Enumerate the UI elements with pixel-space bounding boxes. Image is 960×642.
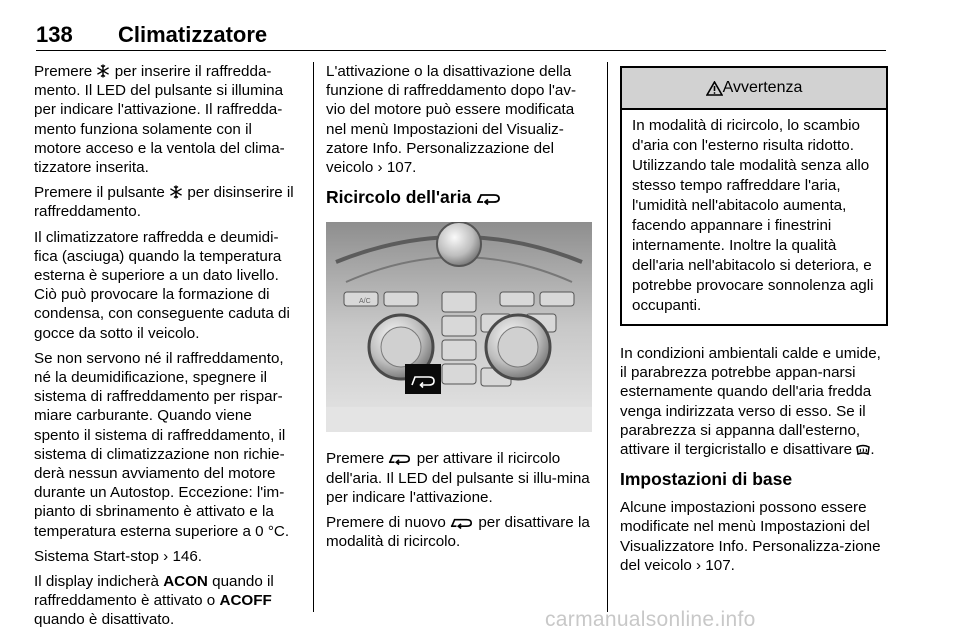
paragraph-start-stop: Sistema Start-stop › 146. xyxy=(34,547,203,565)
column-divider-1 xyxy=(313,62,314,612)
paragraph-personalization: L'attivazione o la disattivazione della funzione di raffreddamento dopo l'av-vio del motore può essere modificata nel menù Impostazioni del Visualiz-zatore Info. Personalizzazione del veicolo › 107. xyxy=(326,63,577,177)
warning-header xyxy=(622,68,886,110)
page-header xyxy=(36,22,886,52)
paragraph-recirc-on: Premere per attivare il ricircolo dell'aria. Il LED del pulsante si illu-mina per indicare l'attivazione. xyxy=(326,450,590,506)
snowflake-icon xyxy=(96,64,110,78)
paragraph-basic-settings: Alcune impostazioni possono essere modificate nel menù Impostazioni del Visualizzatore Info. Personalizza-zione del veicolo › 107. xyxy=(620,499,881,574)
snowflake-icon xyxy=(169,185,183,199)
recirculation-icon xyxy=(476,191,502,205)
acon-label: ACON xyxy=(163,573,208,591)
paragraph-dehumidify: Il climatizzatore raffredda e deumidi-fica (asciuga) quando la temperatura esterna è superiore a un dato livello. Ciò può provocare la formazione di condensa, con conseguente caduta di gocce da sotto il veicolo. xyxy=(34,228,290,342)
column-divider-2 xyxy=(607,62,608,612)
recirculation-icon xyxy=(388,452,412,465)
warning-title: Avvertenza xyxy=(722,79,803,97)
paragraph-windshield: In condizioni ambientali calde e umide, il parabrezza potrebbe appan-narsi esternamente quando dell'aria fredda venga indirizzata verso di esso. Se il parabrezza si appanna dall'esterno, attivare il tergicristallo e disattivare . xyxy=(620,345,881,459)
page-reference-link[interactable]: 146. xyxy=(172,547,203,565)
recirculation-icon xyxy=(450,516,474,529)
warning-box xyxy=(620,66,888,326)
paragraph-ac-on: Premere per inserire il raffredda-mento. Il LED del pulsante si illumina per indicare l'attivazione. Il raffredda-mento funziona solamente con il motore acceso e la ventola del clima-tizzatore inserita. xyxy=(34,63,285,177)
page-title: Climatizzatore xyxy=(118,22,268,47)
climate-control-panel-photo xyxy=(326,222,592,432)
warning-triangle-icon xyxy=(706,81,723,96)
header-rule xyxy=(36,50,886,51)
paragraph-display: Il display indicherà ACON quando il raffreddamento è attivato o ACOFF quando è disattivato. xyxy=(34,573,274,629)
acoff-label: ACOFF xyxy=(219,592,272,610)
page-number: 138 xyxy=(36,22,73,47)
warning-text: In modalità di ricircolo, lo scambio d'aria con l'esterno risulta ridotto. Utilizzando tale modalità senza allo stesso tempo raffreddare l'aria, l'umidità nell'abitacolo aumenta, facendo appannare i finestrini internamente. Inoltre la qualità dell'aria nell'abitacolo si deteriora, e potrebbe provocare sonnolenza agli occupanti. xyxy=(632,117,874,314)
page-reference-link[interactable]: 107. xyxy=(386,159,417,177)
page-reference-icon: › xyxy=(163,547,169,565)
column-2 xyxy=(326,62,594,557)
section-heading-recirculation: Ricircolo dell'aria xyxy=(326,187,594,208)
column-1 xyxy=(34,62,300,636)
watermark: carmanualsonline.info xyxy=(545,608,756,631)
page-reference-icon: › xyxy=(696,556,702,574)
column-3 xyxy=(620,62,888,581)
paragraph-ac-off: Premere il pulsante per disinserire il raffreddamento. xyxy=(34,184,294,221)
paragraph-recirc-off: Premere di nuovo per disattivare la modalità di ricircolo. xyxy=(326,514,590,551)
ac-button-label: A/C xyxy=(359,298,371,306)
defrost-icon xyxy=(856,443,870,456)
section-heading-basic-settings: Impostazioni di base xyxy=(620,469,793,490)
page-reference-icon: › xyxy=(377,159,383,177)
paragraph-save-fuel: Se non servono né il raffreddamento, né la deumidificazione, spegnere il sistema di raffreddamento per rispar-miare carburante. Quando viene spento il sistema di raffreddamento, il sistema di climatizzazione non richie-derà nessun avviamento del motore durante un Autostop. Eccezione: l'im-pianto di sbrinamento è attivato e la temperatura esterna superiore a 0 °C. xyxy=(34,349,290,540)
page-reference-link[interactable]: 107. xyxy=(705,556,735,574)
